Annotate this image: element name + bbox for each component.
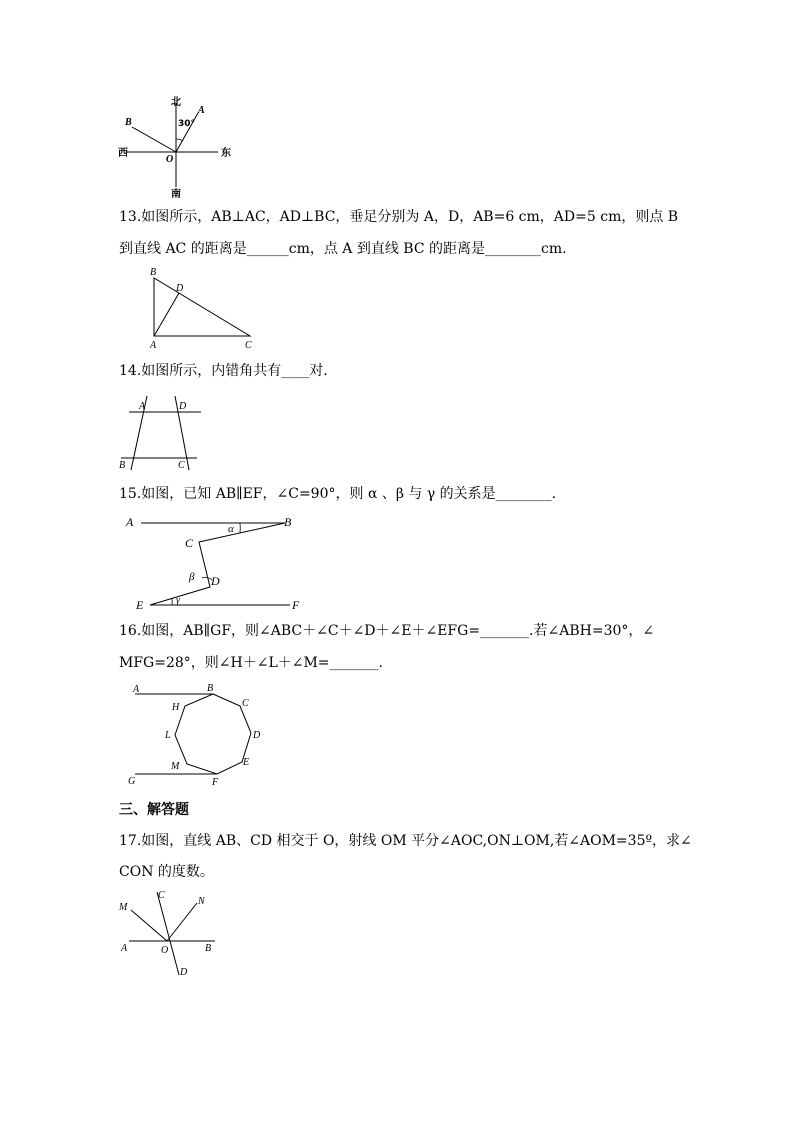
north-label: 北 <box>171 97 181 108</box>
q16-label-e: E <box>243 757 250 768</box>
q17-figure <box>117 885 227 980</box>
q16-label-c: C <box>242 698 249 709</box>
east-label: 东 <box>221 148 231 159</box>
q17-label-d: D <box>180 967 188 978</box>
q16-label-d: D <box>253 730 261 741</box>
q13-label-c: C <box>245 340 252 350</box>
q16-label-l: L <box>165 730 171 741</box>
point-b-label: B <box>125 117 132 128</box>
q16-label-g: G <box>128 776 136 787</box>
q13-figure <box>146 266 256 350</box>
q14-label-a: A <box>139 401 146 412</box>
q15-label-a: A <box>126 515 134 529</box>
q14-label-c: C <box>178 460 185 471</box>
q15-label-c: C <box>185 536 194 550</box>
point-o-label: O <box>166 154 174 165</box>
question-17-line1: 17.如图，直线 AB、CD 相交于 O，射线 OM 平分∠AOC,ON⊥OM,若∠AOM=35º，求∠ <box>119 833 692 849</box>
q14-label-d: D <box>179 401 187 412</box>
question-16-line1: 16.如图，AB∥GF，则∠ABC＋∠C＋∠D＋∠E＋∠EFG=_______.若∠ABH=30°，∠ <box>119 623 655 639</box>
compass-figure <box>118 95 238 200</box>
question-13-line2: 到直线 AC 的距离是______cm，点 A 到直线 BC 的距离是________cm. <box>119 241 567 257</box>
q16-label-h: H <box>172 702 180 713</box>
q16-label-a: A <box>133 684 140 695</box>
q16-label-m: M <box>171 761 180 772</box>
q15-label-gamma: γ <box>176 595 180 606</box>
q15-label-b: B <box>284 515 292 529</box>
q17-label-c: C <box>158 890 165 901</box>
q15-label-e: E <box>136 598 144 612</box>
q13-label-a: A <box>150 340 157 350</box>
q17-label-n: N <box>198 896 205 907</box>
q16-label-f: F <box>212 777 219 788</box>
angle-label: 30° <box>178 119 196 129</box>
q17-label-b: B <box>205 943 212 954</box>
question-15-line1: 15.如图，已知 AB∥EF，∠C=90°，则 α 、β 与 γ 的关系是________. <box>119 486 557 502</box>
question-16-line2: MFG=28°，则∠H＋∠L＋∠M=_______. <box>119 655 383 671</box>
q13-label-d: D <box>176 283 184 294</box>
q15-label-f: F <box>292 598 300 612</box>
question-17-line2: CON 的度数。 <box>119 864 214 880</box>
q16-label-b: B <box>207 683 214 694</box>
q14-label-b: B <box>119 460 126 471</box>
west-label: 西 <box>118 148 128 159</box>
q17-label-o: O <box>161 945 169 956</box>
point-a-label: A <box>198 105 205 116</box>
q17-label-m: M <box>119 902 128 913</box>
q13-label-b: B <box>150 267 157 278</box>
q15-label-d: D <box>211 574 220 588</box>
south-label: 南 <box>171 189 181 200</box>
q15-figure <box>122 510 307 614</box>
q17-label-a: A <box>121 943 128 954</box>
q15-label-beta: β <box>189 571 195 583</box>
q14-figure <box>117 392 207 474</box>
question-13-line1: 13.如图所示，AB⊥AC，AD⊥BC，垂足分别为 A，D，AB=6 cm，AD=5 cm，则点 B <box>119 209 679 225</box>
section-heading: 三、解答题 <box>119 802 189 818</box>
question-14-line1: 14.如图所示，内错角共有____对. <box>119 363 328 379</box>
q16-figure <box>125 680 270 790</box>
q15-label-alpha: α <box>228 523 234 535</box>
